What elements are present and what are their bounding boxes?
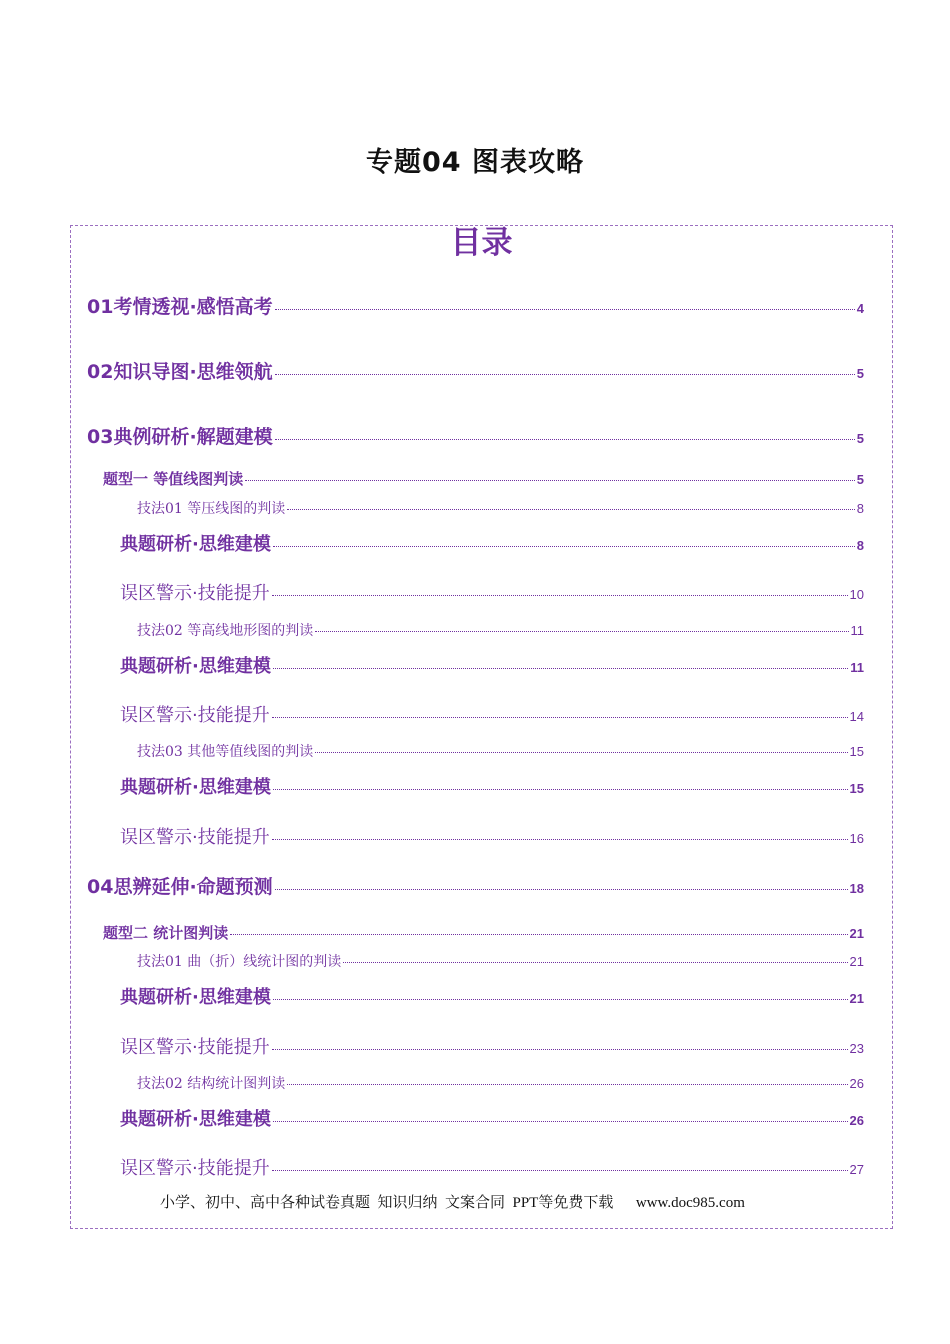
toc-heading: 目录	[450, 225, 513, 261]
toc-entry[interactable]	[120, 701, 864, 727]
toc-entry-page: 11	[850, 623, 864, 638]
toc-entry[interactable]	[120, 530, 864, 556]
toc-entry-page: 15	[849, 781, 864, 796]
toc-entry[interactable]	[87, 292, 864, 319]
toc-entry-page: 8	[856, 501, 864, 516]
toc-entry-page: 4	[856, 301, 864, 316]
toc-leader-dots	[275, 374, 855, 375]
toc-entry[interactable]	[120, 579, 864, 605]
toc-leader-dots	[272, 1170, 848, 1171]
toc-leader-dots	[272, 839, 848, 840]
toc-entry-page: 23	[849, 1041, 864, 1056]
toc-entry[interactable]	[120, 983, 864, 1009]
table-of-contents	[70, 225, 893, 1229]
toc-entry[interactable]	[137, 620, 864, 640]
toc-entry-label: 误区警示·技能提升	[120, 583, 270, 604]
toc-leader-dots	[343, 962, 847, 963]
toc-entry-page: 21	[849, 991, 864, 1006]
toc-entry-label: 典题研析·思维建模	[120, 1109, 271, 1130]
toc-entry-page: 8	[856, 538, 864, 553]
toc-entry[interactable]	[137, 498, 864, 518]
toc-entry-label: 典题研析·思维建模	[120, 777, 271, 798]
toc-entry-page: 5	[856, 431, 864, 446]
toc-entry-label: 02知识导图·思维领航	[87, 361, 273, 383]
toc-entry-page: 18	[849, 881, 864, 896]
toc-leader-dots	[230, 934, 847, 935]
toc-entry-label: 题型二 统计图判读	[103, 924, 229, 942]
toc-entry[interactable]	[120, 1154, 864, 1180]
toc-entry-label: 技法02 结构统计图判读	[137, 1076, 286, 1092]
toc-entry-page: 21	[849, 926, 864, 941]
toc-entry-page: 26	[849, 1113, 864, 1128]
toc-entry-page: 21	[849, 954, 864, 969]
toc-entry[interactable]	[137, 1073, 864, 1093]
toc-entry[interactable]	[137, 951, 864, 971]
toc-entry-label: 典题研析·思维建模	[120, 534, 271, 555]
toc-entry-page: 5	[856, 472, 864, 487]
toc-entry-page: 15	[849, 744, 864, 759]
toc-entry-label: 技法01 等压线图的判读	[137, 501, 286, 517]
toc-entry-label: 典题研析·思维建模	[120, 656, 271, 677]
toc-leader-dots	[287, 1084, 847, 1085]
toc-leader-dots	[273, 999, 848, 1000]
toc-leader-dots	[272, 1049, 848, 1050]
toc-entry-label: 误区警示·技能提升	[120, 1158, 270, 1179]
toc-entry[interactable]	[87, 357, 864, 384]
toc-leader-dots	[273, 789, 848, 790]
toc-entry-page: 27	[849, 1162, 864, 1177]
toc-leader-dots	[272, 595, 848, 596]
toc-leader-dots	[287, 509, 855, 510]
toc-entry[interactable]	[103, 468, 864, 489]
toc-entry[interactable]	[120, 823, 864, 849]
toc-entry-label: 误区警示·技能提升	[120, 705, 270, 726]
toc-leader-dots	[272, 717, 848, 718]
toc-entry[interactable]	[103, 922, 864, 943]
toc-leader-dots	[275, 889, 848, 890]
footer-advert: 小学、初中、高中各种试卷真题 知识归纳 文案合同 PPT等免费下载 www.doc985.com	[160, 1195, 745, 1211]
toc-entry-label: 技法03 其他等值线图的判读	[137, 744, 314, 760]
toc-entry-page: 26	[849, 1076, 864, 1091]
toc-leader-dots	[315, 631, 848, 632]
toc-entry-label: 04思辨延伸·命题预测	[87, 876, 273, 898]
toc-entry-page: 16	[849, 831, 864, 846]
toc-leader-dots	[275, 439, 855, 440]
toc-entry-label: 题型一 等值线图判读	[103, 470, 244, 488]
toc-entry-label: 技法01 曲（折）线统计图的判读	[137, 954, 342, 970]
toc-entry-page: 10	[849, 587, 864, 602]
toc-entry-label: 03典例研析·解题建模	[87, 426, 273, 448]
toc-entry-page: 11	[850, 660, 864, 675]
toc-entry-page: 14	[849, 709, 864, 724]
toc-leader-dots	[245, 480, 855, 481]
toc-entry-label: 误区警示·技能提升	[120, 827, 270, 848]
toc-entry[interactable]	[87, 422, 864, 449]
toc-leader-dots	[315, 752, 847, 753]
toc-entry-page: 5	[856, 366, 864, 381]
toc-leader-dots	[273, 668, 848, 669]
toc-entry[interactable]	[120, 652, 864, 678]
toc-entry-label: 技法02 等高线地形图的判读	[137, 623, 314, 639]
toc-entry-label: 典题研析·思维建模	[120, 987, 271, 1008]
toc-entry[interactable]	[120, 773, 864, 799]
toc-entry[interactable]	[137, 741, 864, 761]
document-title: 专题04 图表攻略	[366, 147, 584, 178]
toc-entry[interactable]	[120, 1105, 864, 1131]
toc-leader-dots	[273, 546, 855, 547]
toc-entry[interactable]	[87, 872, 864, 899]
toc-entry-label: 误区警示·技能提升	[120, 1037, 270, 1058]
toc-leader-dots	[275, 309, 855, 310]
toc-leader-dots	[273, 1121, 848, 1122]
toc-entry-label: 01考情透视·感悟高考	[87, 296, 273, 318]
toc-entry[interactable]	[120, 1033, 864, 1059]
